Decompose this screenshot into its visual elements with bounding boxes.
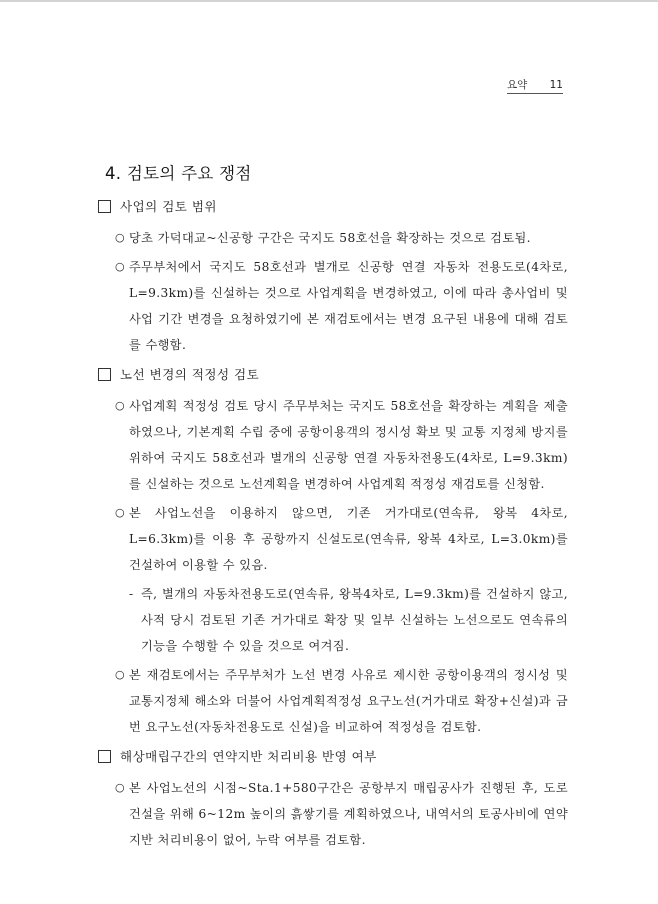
running-header [507, 79, 563, 94]
bullet-item [98, 254, 568, 358]
bullet-item [98, 225, 568, 251]
section-title: 4. 검토의 주요 쟁점 [105, 164, 252, 183]
bullet-item [98, 775, 568, 853]
group-heading [98, 746, 568, 766]
header-section-label: 요약 [507, 79, 528, 91]
item-text: 사업계획 적정성 검토 당시 주무부처는 국지도 58호선을 확장하는 계획을 제출하였으나, 기본계획 수립 중에 공항이용객의 정시성 확보 및 교통 지정체 방지를 위하여 국지도 58호선과 별개의 신공항 연결 자동차전용도(4차로, L=9.3km)를 신설하는 것으로 노선계획을 변경하여 사업계획 적정성 재검토를 신청함. [129, 399, 568, 491]
item-text: 본 재검토에서는 주무부처가 노선 변경 사유로 제시한 공항이용객의 정시성 및 교통지정체 해소와 더불어 사업계획적정성 요구노선(거가대로 확장+신설)과 금번 요구노선(자동차전용도로 신설)을 비교하여 적정성을 검토함. [129, 668, 568, 734]
group-review-scope [98, 196, 568, 358]
top-border [0, 0, 658, 2]
circle-bullet-icon: ○ [115, 781, 125, 794]
square-bullet-icon [98, 750, 111, 763]
circle-bullet-icon: ○ [115, 399, 125, 412]
circle-bullet-icon: ○ [115, 260, 125, 273]
item-text: 즉, 별개의 자동차전용도로(연속류, 왕복4차로, L=9.3km)를 건설하지 않고, 사적 당시 검토된 기존 거가대로 확장 및 일부 신설하는 노선으로도 연속류의 기능을 수행할 수 있을 것으로 여겨짐. [141, 587, 568, 653]
heading-text: 해상매립구간의 연약지반 처리비용 반영 여부 [120, 749, 377, 764]
circle-bullet-icon: ○ [115, 506, 125, 519]
dash-bullet-icon: - [129, 587, 134, 601]
dash-subitem [108, 581, 568, 659]
group-heading [98, 364, 568, 384]
item-text: 본 사업노선의 시점~Sta.1+580구간은 공항부지 매립공사가 진행된 후, 도로 건설을 위해 6~12m 높이의 흙쌓기를 계획하였으나, 내역서의 토공사비에 연약지반 처리비용이 없어, 누락 여부를 검토함. [129, 781, 568, 847]
circle-bullet-icon: ○ [115, 231, 125, 244]
square-bullet-icon [98, 200, 111, 213]
item-text: 주무부처에서 국지도 58호선과 별개로 신공항 연결 자동차 전용도로(4차로, L=9.3km)를 신설하는 것으로 사업계획을 변경하였고, 이에 따라 총사업비 및 사업 기간 변경을 요청하였기에 본 재검토에서는 변경 요구된 내용에 대해 검토를 수행함. [129, 260, 568, 352]
item-text: 당초 가덕대교~신공항 구간은 국지도 58호선을 확장하는 것으로 검토됨. [129, 231, 531, 245]
group-soft-ground [98, 746, 568, 853]
square-bullet-icon [98, 368, 111, 381]
circle-bullet-icon: ○ [115, 668, 125, 681]
heading-text: 사업의 검토 범위 [120, 199, 217, 214]
document-body [98, 196, 568, 859]
group-route-change [98, 364, 568, 740]
heading-text: 노선 변경의 적정성 검토 [120, 367, 260, 382]
bullet-item [98, 500, 568, 578]
page-number: 11 [549, 79, 563, 91]
item-text: 본 사업노선을 이용하지 않으면, 기존 거가대로(연속류, 왕복 4차로, L=6.3km)를 이용 후 공항까지 신설도로(연속류, 왕복 4차로, L=3.0km)를 건설하여 이용할 수 있음. [129, 506, 568, 572]
bullet-item [98, 393, 568, 497]
bullet-item [98, 662, 568, 740]
group-heading [98, 196, 568, 216]
